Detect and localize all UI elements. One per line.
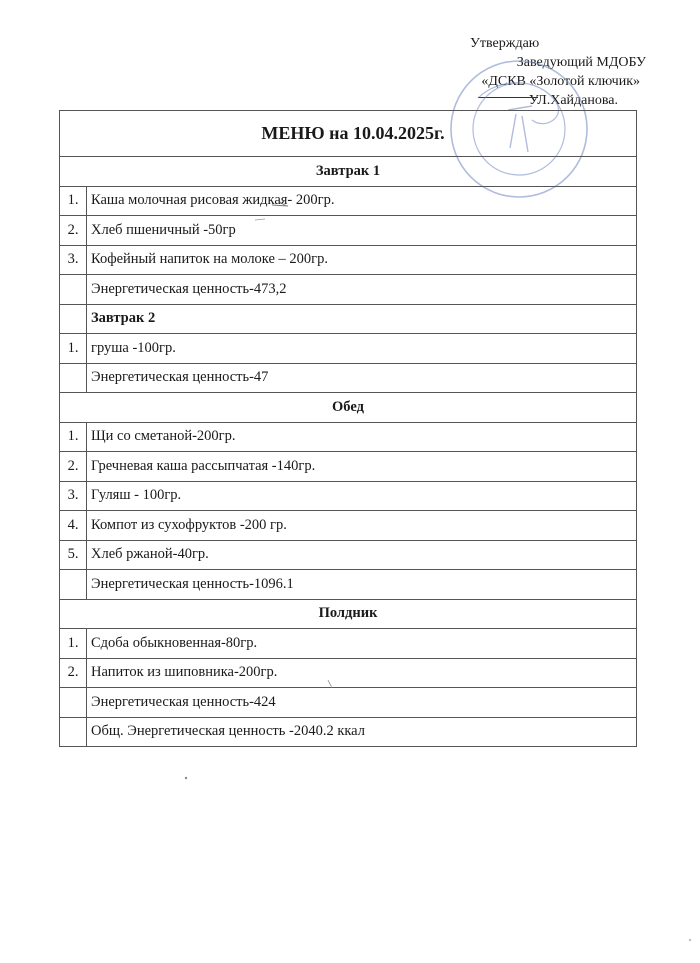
- menu-title: МЕНЮ на 10.04.2025г.: [60, 111, 637, 157]
- num-cell: [60, 570, 87, 600]
- menu-item-row: [60, 658, 637, 688]
- approver-position: Заведующий МДОБУ: [516, 55, 646, 70]
- menu-title-row: [60, 111, 637, 157]
- approval-word: Утверждаю: [470, 36, 540, 51]
- menu-item-row: [60, 629, 637, 659]
- energy-value: Энергетическая ценность-47: [87, 363, 637, 393]
- item-number: 2.: [60, 452, 87, 482]
- menu-item-row: [60, 245, 637, 275]
- section-header-row-lunch: [60, 393, 637, 423]
- item-name: Кофейный напиток на молоке – 200гр.: [87, 245, 637, 275]
- menu-item-row: [60, 334, 637, 364]
- energy-value: Энергетическая ценность-424: [87, 688, 637, 718]
- section-header-row-snack: [60, 599, 637, 629]
- energy-row-snack: [60, 688, 637, 718]
- item-name: Гречневая каша рассыпчатая -140гр.: [87, 452, 637, 482]
- menu-item-row: [60, 540, 637, 570]
- menu-table: [59, 110, 637, 747]
- menu-item-row: [60, 216, 637, 246]
- num-cell: [60, 275, 87, 305]
- menu-item-row: [60, 422, 637, 452]
- energy-row-breakfast-1: [60, 275, 637, 305]
- num-cell: [60, 717, 87, 747]
- paper-speck: [185, 777, 187, 779]
- num-cell: [60, 688, 87, 718]
- item-name: груша -100гр.: [87, 334, 637, 364]
- item-name: Напиток из шиповника-200гр.: [87, 658, 637, 688]
- item-number: 4.: [60, 511, 87, 541]
- item-number: 5.: [60, 540, 87, 570]
- item-number: 3.: [60, 245, 87, 275]
- energy-row-breakfast-2: [60, 363, 637, 393]
- item-name: Сдоба обыкновенная-80гр.: [87, 629, 637, 659]
- section-header-snack: Полдник: [60, 599, 637, 629]
- item-name: Каша молочная рисовая жидкая- 200гр.: [87, 186, 637, 216]
- signature-line: [478, 97, 538, 98]
- item-name: Хлеб пшеничный -50гр: [87, 216, 637, 246]
- section-header-breakfast-2: Завтрак 2: [87, 304, 637, 334]
- paper-speck: [689, 939, 691, 941]
- energy-row-lunch: [60, 570, 637, 600]
- approver-name: УЛ.Хайданова.: [528, 93, 618, 108]
- section-header-lunch: Обед: [60, 393, 637, 423]
- num-cell: [60, 304, 87, 334]
- item-number: 1.: [60, 186, 87, 216]
- item-number: 1.: [60, 629, 87, 659]
- item-number: 3.: [60, 481, 87, 511]
- energy-value: Энергетическая ценность-473,2: [87, 275, 637, 305]
- menu-item-row: [60, 481, 637, 511]
- num-cell: [60, 363, 87, 393]
- total-energy-value: Общ. Энергетическая ценность -2040.2 ккал: [87, 717, 637, 747]
- menu-item-row: [60, 511, 637, 541]
- item-number: 2.: [60, 216, 87, 246]
- item-number: 1.: [60, 334, 87, 364]
- item-name: Щи со сметаной-200гр.: [87, 422, 637, 452]
- item-name: Компот из сухофруктов -200 гр.: [87, 511, 637, 541]
- item-name: Хлеб ржаной-40гр.: [87, 540, 637, 570]
- total-energy-row: [60, 717, 637, 747]
- organization-name: «ДСКВ «Золотой ключик»: [481, 74, 640, 89]
- section-header-row-breakfast-1: [60, 157, 637, 187]
- item-name: Гуляш - 100гр.: [87, 481, 637, 511]
- item-number: 1.: [60, 422, 87, 452]
- section-header-breakfast-1: Завтрак 1: [60, 157, 637, 187]
- section-header-row-breakfast-2: [60, 304, 637, 334]
- approval-block: [446, 34, 646, 110]
- menu-item-row: [60, 452, 637, 482]
- item-number: 2.: [60, 658, 87, 688]
- energy-value: Энергетическая ценность-1096.1: [87, 570, 637, 600]
- menu-item-row: [60, 186, 637, 216]
